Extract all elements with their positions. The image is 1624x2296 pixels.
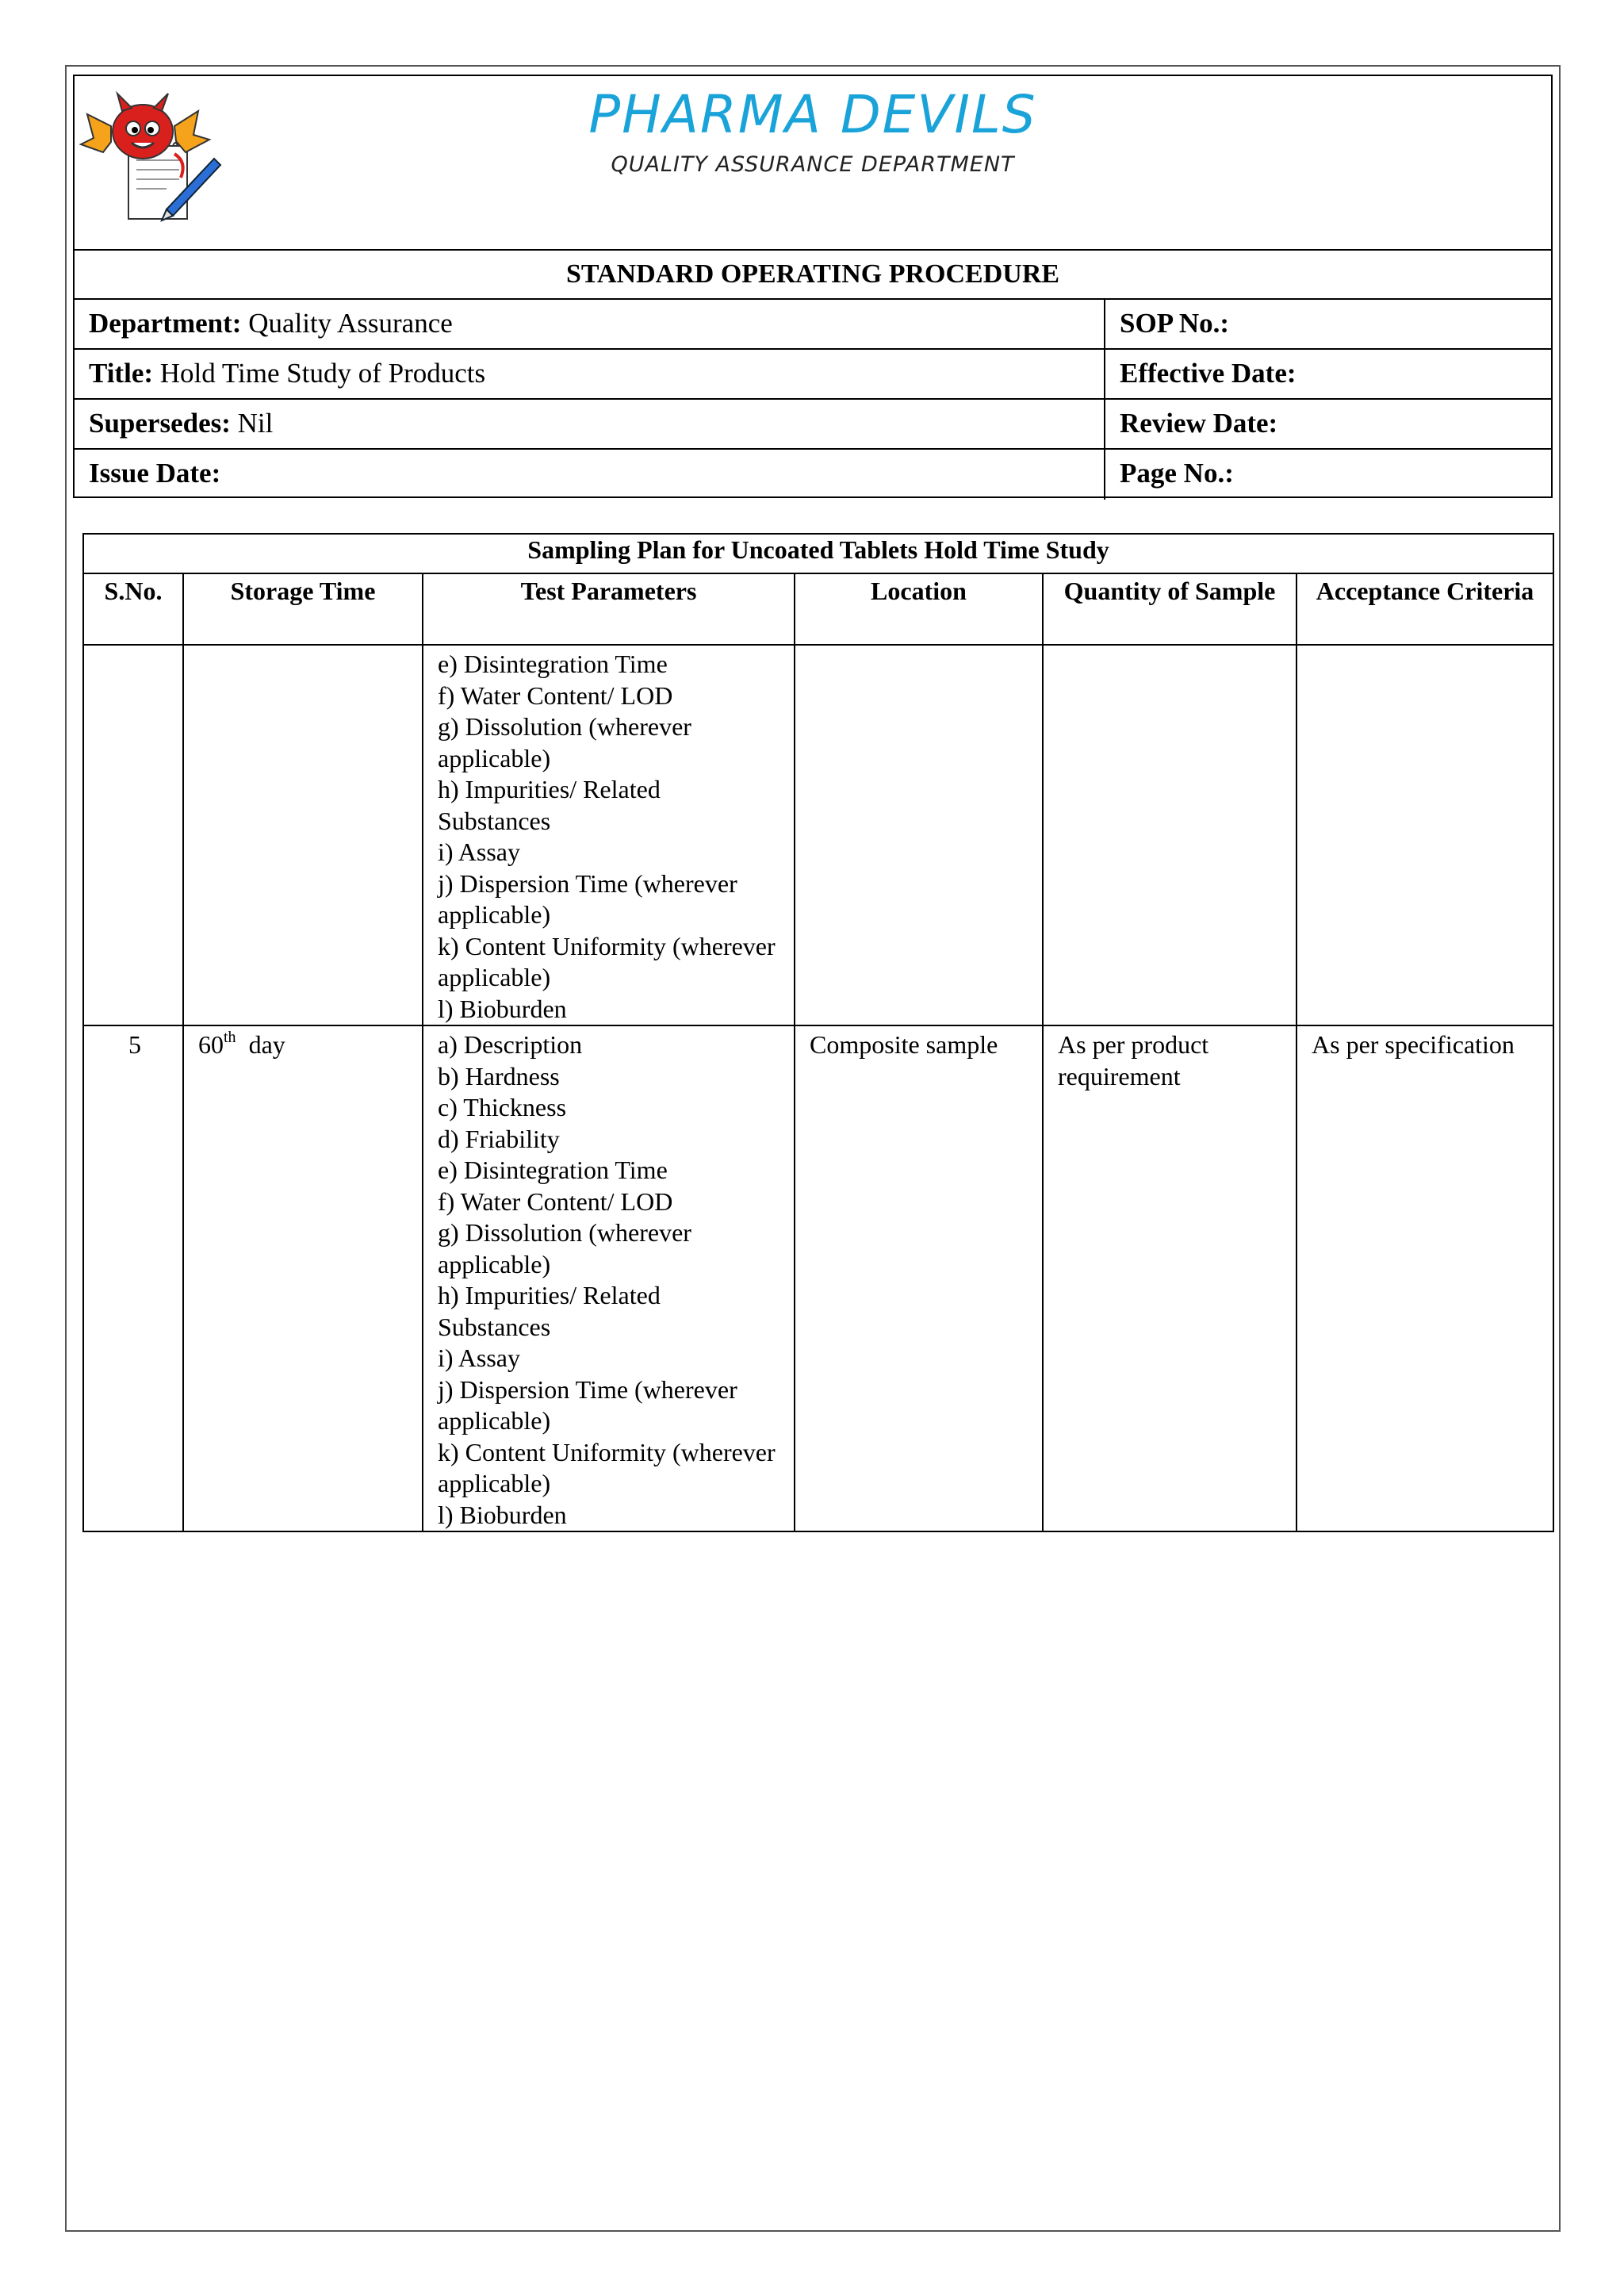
param-item: f) Water Content/ LOD: [438, 1186, 673, 1216]
row1-storage-time: [183, 645, 423, 1025]
param-item: h) Impurities/ Related: [438, 1281, 661, 1309]
table-title: Sampling Plan for Uncoated Tablets Hold Time Study: [83, 534, 1553, 573]
param-item: f) Water Content/ LOD: [438, 680, 673, 710]
row2-location: Composite sample: [795, 1025, 1043, 1531]
issue-date-label: Issue Date:: [89, 458, 221, 489]
col-header-sno: S.No.: [83, 573, 183, 645]
row2-sno: 5: [83, 1025, 183, 1531]
sop-doc-type: STANDARD OPERATING PROCEDURE: [75, 251, 1551, 300]
table-row: [83, 1025, 1553, 1531]
param-item: e) Disintegration Time: [438, 1156, 668, 1184]
param-item: g) Dissolution (wherever applicable): [438, 1218, 691, 1278]
param-item: g) Dissolution (wherever applicable): [438, 712, 691, 772]
page-no-label: Page No.:: [1120, 458, 1234, 489]
sampling-plan-table: [82, 533, 1554, 1532]
storage-day-number: 60: [198, 1030, 224, 1059]
row2-test-parameters: [423, 1025, 795, 1531]
table-header-row: [83, 573, 1553, 645]
col-header-storage-time: Storage Time: [183, 573, 423, 645]
param-item: k) Content Uniformity (wherever applicable): [438, 931, 776, 991]
supersedes-label: Supersedes:: [89, 408, 231, 439]
col-header-location: Location: [795, 573, 1043, 645]
param-item: l) Bioburden: [438, 1500, 567, 1529]
logo-area: [75, 76, 1551, 251]
param-item: a) Description: [438, 1030, 583, 1059]
row1-sno: [83, 645, 183, 1025]
param-item: d) Friability: [438, 1124, 560, 1153]
info-row-supersedes: [75, 400, 1551, 450]
department-label: Department:: [89, 308, 242, 339]
param-item: l) Bioburden: [438, 994, 567, 1023]
param-item: i) Assay: [438, 1343, 520, 1372]
title-label: Title:: [89, 358, 154, 389]
sop-no-label: SOP No.:: [1120, 308, 1230, 339]
row2-param-list: [438, 1029, 783, 1531]
info-row-issue-date: [75, 450, 1551, 500]
table-row: [83, 645, 1553, 1025]
param-item: h) Impurities/ Related: [438, 775, 661, 803]
param-item: b) Hardness: [438, 1061, 560, 1091]
param-item: c) Thickness: [438, 1093, 567, 1121]
info-row-title: [75, 350, 1551, 400]
effective-date-label: Effective Date:: [1120, 358, 1297, 389]
col-header-acceptance: Acceptance Criteria: [1297, 573, 1553, 645]
param-item: j) Dispersion Time (wherever applicable): [438, 1374, 737, 1435]
param-item: Substances: [438, 1312, 551, 1341]
review-date-label: Review Date:: [1120, 408, 1278, 439]
row1-quantity: [1043, 645, 1297, 1025]
row2-storage-time: [183, 1025, 423, 1531]
row2-quantity: As per product requirement: [1043, 1025, 1297, 1531]
storage-day-suffix: th: [224, 1029, 236, 1046]
param-item: Substances: [438, 806, 551, 835]
department-value: Quality Assurance: [241, 308, 453, 339]
brand-name: PHARMA DEVILS: [588, 84, 1037, 145]
storage-day-unit: day: [236, 1030, 285, 1059]
row1-location: [795, 645, 1043, 1025]
row2-acceptance: As per specification: [1297, 1025, 1553, 1531]
param-item: i) Assay: [438, 838, 520, 866]
row1-test-parameters: [423, 645, 795, 1025]
col-header-quantity: Quantity of Sample: [1043, 573, 1297, 645]
param-item: k) Content Uniformity (wherever applicable): [438, 1437, 776, 1497]
col-header-test-parameters: Test Parameters: [423, 573, 795, 645]
row1-param-list: [438, 649, 783, 1025]
param-item: j) Dispersion Time (wherever applicable): [438, 868, 737, 929]
title-value: Hold Time Study of Products: [153, 358, 486, 389]
info-row-department: [75, 300, 1551, 350]
supersedes-value: Nil: [230, 408, 274, 439]
brand-subtitle: QUALITY ASSURANCE DEPARTMENT: [611, 152, 1015, 177]
row1-acceptance: [1297, 645, 1553, 1025]
sop-header: [73, 75, 1553, 498]
param-item: e) Disintegration Time: [438, 650, 668, 678]
